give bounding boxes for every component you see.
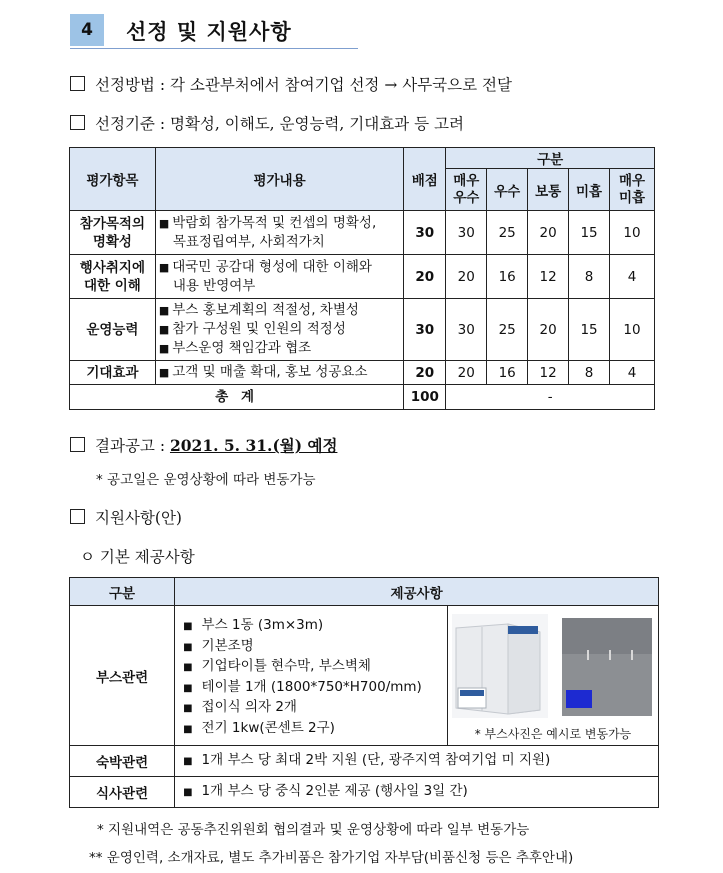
row-value: 25 [487, 211, 528, 255]
row-value: 20 [528, 211, 569, 255]
header-provided: 제공사항 [175, 578, 659, 606]
footnote: ** 운영인력, 소개자료, 별도 추가비품은 참가기업 자부담(비품신청 등은 추후안내) [89, 850, 574, 866]
row-value: 16 [487, 361, 528, 385]
row-content: ■ 고객 및 매출 확대, 홍보 성공요소 [155, 361, 403, 385]
checkbox-icon [70, 76, 85, 91]
table-row [70, 255, 655, 299]
header-grade: 구분 [446, 148, 655, 169]
row-value: 30 [446, 211, 487, 255]
header-content: 평가내용 [155, 148, 403, 211]
row-value: 16 [487, 255, 528, 299]
provision-table [69, 577, 659, 808]
announce-date: 2021. 5. 31.(월) 예정 [169, 436, 338, 455]
table-row [70, 777, 659, 808]
grade-header: 매우 우수 [446, 169, 487, 211]
row-value: 15 [569, 211, 610, 255]
row-content: ■ 박람회 참가목적 및 컨셉의 명확성, 목표정립여부, 사회적가치 [155, 211, 403, 255]
section-header [70, 12, 358, 49]
row-value: 15 [569, 299, 610, 361]
row-score: 30 [404, 211, 446, 255]
meal-category: 식사관련 [70, 777, 175, 808]
row-item: 운영능력 [70, 299, 156, 361]
row-item: 행사취지에 대한 이해 [70, 255, 156, 299]
total-label: 총 계 [70, 385, 404, 410]
row-item: 참가목적의 명확성 [70, 211, 156, 255]
table-row [70, 299, 655, 361]
row-value: 10 [610, 299, 655, 361]
booth-photo-gray [562, 618, 652, 716]
row-value: 12 [528, 361, 569, 385]
table-row [70, 746, 659, 777]
section-title: 선정 및 지원사항 [126, 20, 292, 44]
row-value: 25 [487, 299, 528, 361]
grade-header: 매우 미흡 [610, 169, 655, 211]
booth-photo-cell [447, 606, 658, 746]
announce-note: * 공고일은 운영상황에 따라 변동가능 [96, 472, 316, 488]
header-score: 배점 [404, 148, 446, 211]
booth-category: 부스관련 [70, 606, 175, 746]
grade-header: 보통 [528, 169, 569, 211]
table-total-row [70, 385, 655, 410]
checkbox-icon [70, 437, 85, 452]
result-announcement: 결과공고 : 2021. 5. 31.(월) 예정 [70, 434, 337, 456]
selection-criteria: 선정기준 : 명확성, 이해도, 운영능력, 기대효과 등 고려 [70, 112, 464, 134]
selection-method: 선정방법 : 각 소관부처에서 참여기업 선정 → 사무국으로 전달 [70, 73, 512, 95]
row-value: 30 [446, 299, 487, 361]
row-value: 4 [610, 361, 655, 385]
grade-header: 미흡 [569, 169, 610, 211]
row-score: 20 [404, 361, 446, 385]
header-item: 평가항목 [70, 148, 156, 211]
booth-items: ■ 부스 1동 (3m×3m) ■ 기본조명 ■ 기업타이틀 현수막, 부스벽체 ■ 테이블 1개 (1800*750*H700/mm) ■ 접이식 의자 2개 ■ 전기 1kw(콘센트 2구) [175, 606, 448, 746]
table-row [70, 211, 655, 255]
row-value: 12 [528, 255, 569, 299]
row-content: ■ 부스 홍보계획의 적절성, 차별성 ■ 참가 구성원 및 인원의 적정성 ■ 부스운영 책임감과 협조 [155, 299, 403, 361]
row-value: 20 [446, 361, 487, 385]
booth-photos [448, 610, 658, 722]
row-value: 4 [610, 255, 655, 299]
row-value: 20 [528, 299, 569, 361]
row-value: 8 [569, 361, 610, 385]
row-item: 기대효과 [70, 361, 156, 385]
row-content: ■ 대국민 공감대 형성에 대한 이해와 내용 반영여부 [155, 255, 403, 299]
basic-provision-heading: ㅇ 기본 제공사항 [80, 548, 195, 566]
checkbox-icon [70, 115, 85, 130]
footnote: * 지원내역은 공동추진위원회 협의결과 및 운영상황에 따라 일부 변동가능 [97, 822, 530, 838]
support-heading: 지원사항(안) [70, 506, 182, 528]
booth-photo-white [452, 614, 548, 718]
lodging-category: 숙박관련 [70, 746, 175, 777]
table-row [70, 361, 655, 385]
row-value: 8 [569, 255, 610, 299]
meal-item: ■ 1개 부스 당 중식 2인분 제공 (행사일 3일 간) [175, 777, 659, 808]
row-value: 10 [610, 211, 655, 255]
row-score: 20 [404, 255, 446, 299]
header-category: 구분 [70, 578, 175, 606]
photo-caption: * 부스사진은 예시로 변동가능 [474, 727, 632, 741]
total-score: 100 [404, 385, 446, 410]
total-values: - [446, 385, 655, 410]
evaluation-table [69, 147, 655, 410]
row-value: 20 [446, 255, 487, 299]
grade-header: 우수 [487, 169, 528, 211]
table-row [70, 606, 659, 746]
section-number: 4 [70, 14, 104, 46]
lodging-item: ■ 1개 부스 당 최대 2박 지원 (단, 광주지역 참여기업 미 지원) [175, 746, 659, 777]
row-score: 30 [404, 299, 446, 361]
checkbox-icon [70, 509, 85, 524]
